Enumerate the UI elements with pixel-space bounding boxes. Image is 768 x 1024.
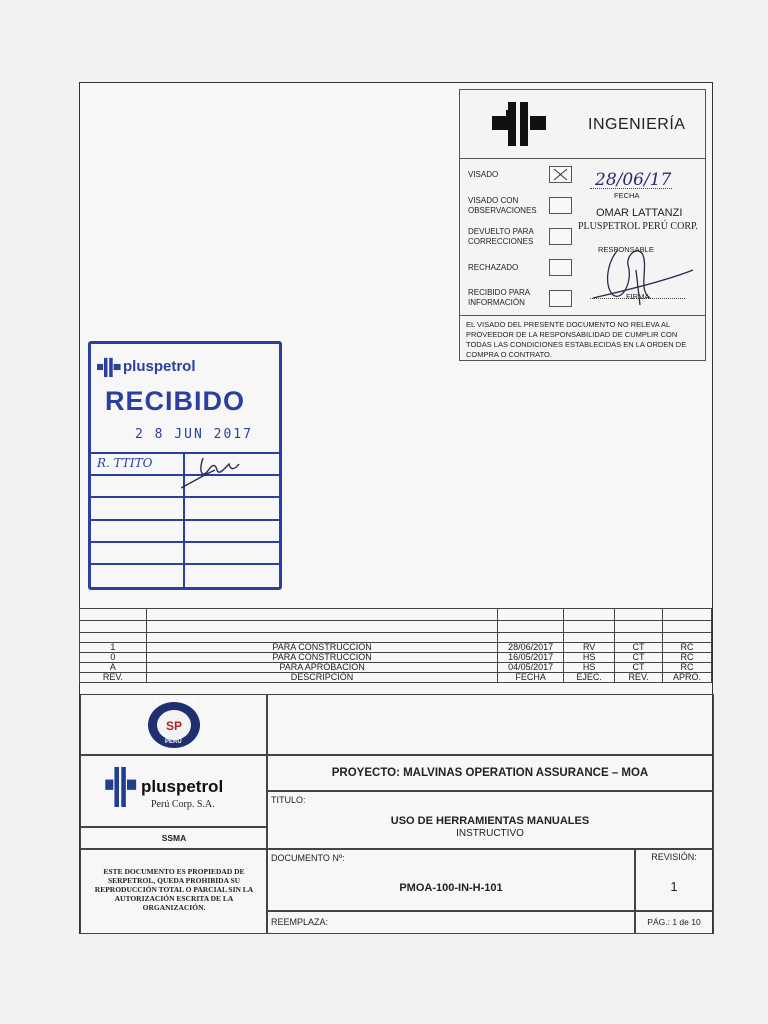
- option-devuelto: DEVUELTO PARA CORRECCIONES: [468, 227, 534, 246]
- apro-cell: RC: [663, 663, 712, 673]
- recibido-signature-icon: [181, 450, 251, 490]
- checkbox-observaciones[interactable]: [549, 197, 572, 214]
- option-rechazado: RECHAZADO: [468, 263, 519, 272]
- reviewer-company: PLUSPETROL PERÚ CORP.: [578, 221, 698, 232]
- ejec-cell: HS: [564, 663, 615, 673]
- descripcion-cell: PARA CONSTRUCCION: [146, 653, 497, 663]
- documento-cell: [266, 848, 636, 912]
- fecha-label: FECHA: [614, 191, 640, 200]
- recibido-date: 2 8 JUN 2017: [135, 427, 253, 442]
- company-sub: Perú Corp. S.A.: [151, 799, 215, 810]
- documento-value: PMOA-100-IN-H-101: [399, 882, 503, 894]
- rev-cell: 1: [80, 643, 147, 653]
- option-visado-con-observaciones: VISADO CON OBSERVACIONES: [468, 196, 537, 215]
- project-title: PROYECTO: MALVINAS OPERATION ASSURANCE – MOA: [331, 767, 649, 779]
- table-row: [80, 653, 712, 663]
- dept-label: SSMA: [161, 833, 187, 843]
- rev-by-cell: CT: [615, 663, 663, 673]
- revision-table: [79, 608, 712, 683]
- ingenieria-disclaimer: EL VISADO DEL PRESENTE DOCUMENTO NO RELEVA AL PROVEEDOR DE LA RESPONSABILIDAD DE CUMPLIR CON TODAS LAS CONDICIONES ESTABLECIDAS EN LA ORDEN DE COMPRA O CONTRATO.: [460, 315, 705, 364]
- seal-top-text: SERPETROL: [155, 698, 197, 704]
- recibido-grid-row: [91, 563, 279, 565]
- header-apro: APRO.: [663, 673, 712, 683]
- dept-cell: [80, 826, 268, 850]
- document-type: INSTRUCTIVO: [456, 828, 524, 839]
- revision-cell: [634, 848, 714, 912]
- rev-cell: 0: [80, 653, 147, 663]
- recibido-brand: pluspetrol: [123, 358, 196, 375]
- fecha-cell: 04/05/2017: [498, 663, 564, 673]
- ingenieria-stamp: [459, 89, 706, 361]
- serpetrol-seal-cell: [80, 694, 268, 756]
- fecha-cell: 28/06/2017: [498, 643, 564, 653]
- blank-header-cell: [266, 694, 714, 756]
- table-row: [80, 643, 712, 653]
- recibido-title: RECIBIDO: [105, 386, 246, 416]
- table-row: [80, 609, 712, 621]
- checkbox-recibido-informacion[interactable]: [549, 290, 572, 307]
- header-fecha: FECHA: [498, 673, 564, 683]
- checkbox-rechazado[interactable]: [549, 259, 572, 276]
- header-rev: REV.: [80, 673, 147, 683]
- table-row: [80, 663, 712, 673]
- rev-cell: A: [80, 663, 147, 673]
- ownership-notice: ESTE DOCUMENTO ES PROPIEDAD DE SERPETROL, QUEDA PROHIBIDA SU REPRODUCCIÓN TOTAL O PARCIAL SIN LA AUTORIZACIÓN ESCRITA DE LA ORGANIZACIÓN.: [94, 867, 254, 912]
- reviewer-name: OMAR LATTANZI: [596, 207, 683, 219]
- document-title: USO DE HERRAMIENTAS MANUALES: [390, 815, 590, 827]
- fecha-line: [590, 188, 672, 189]
- table-header-row: [80, 673, 712, 683]
- pagina-cell: [634, 910, 714, 934]
- header-descripcion: DESCRIPCIÓN: [146, 673, 497, 683]
- titulo-label: TITULO:: [271, 795, 306, 805]
- fecha-cell: 16/05/2017: [498, 653, 564, 663]
- ownership-cell: [80, 848, 268, 934]
- titulo-cell: [266, 790, 714, 850]
- rev-by-cell: CT: [615, 643, 663, 653]
- table-row: [80, 633, 712, 643]
- descripcion-cell: PARA CONSTRUCCION: [146, 643, 497, 653]
- seal-mid-text: SP: [165, 719, 183, 733]
- ejec-cell: HS: [564, 653, 615, 663]
- rev-by-cell: CT: [615, 653, 663, 663]
- documento-label: DOCUMENTO Nº:: [271, 853, 345, 863]
- seal-bottom-text: PERÚ: [165, 739, 182, 745]
- table-row: [80, 621, 712, 633]
- ingenieria-header: [460, 90, 705, 159]
- reemplaza-label: REEMPLAZA:: [271, 917, 329, 927]
- reemplaza-cell: [266, 910, 636, 934]
- option-visado: VISADO: [468, 170, 499, 179]
- recibido-grid-row: [91, 541, 279, 543]
- checkbox-visado[interactable]: [549, 166, 572, 183]
- ejec-cell: RV: [564, 643, 615, 653]
- company-name: pluspetrol: [141, 777, 224, 796]
- check-x-icon: [550, 167, 571, 182]
- option-recibido-informacion: RECIBIDO PARA INFORMACIÓN: [468, 288, 531, 307]
- revision-value: 1: [670, 879, 678, 894]
- pluspetrol-logo-icon: [492, 100, 547, 146]
- project-cell: [266, 754, 714, 792]
- header-ejec: EJEC.: [564, 673, 615, 683]
- header-rev-by: REV.: [615, 673, 663, 683]
- apro-cell: RC: [663, 643, 712, 653]
- apro-cell: RC: [663, 653, 712, 663]
- descripcion-cell: PARA APROBACION: [146, 663, 497, 673]
- recibido-stamp: [88, 341, 282, 590]
- pluspetrol-company-logo-icon: [105, 767, 137, 807]
- recibido-signer: R. TTITO: [97, 456, 153, 470]
- checkbox-devuelto[interactable]: [549, 228, 572, 245]
- pluspetrol-stamp-logo-icon: [97, 356, 121, 378]
- pagina-label: PÁG.: 1 de 10: [647, 917, 701, 927]
- company-logo-cell: [80, 754, 268, 828]
- fecha-handwritten: 28/06/17: [595, 170, 672, 190]
- recibido-grid-row: [91, 496, 279, 498]
- responsable-label: RESPONSABLE: [598, 245, 654, 254]
- firma-label: FIRMA: [626, 292, 650, 301]
- ingenieria-title: INGENIERÍA: [588, 116, 686, 133]
- recibido-grid-row: [91, 519, 279, 521]
- revision-label: REVISIÓN:: [651, 852, 697, 862]
